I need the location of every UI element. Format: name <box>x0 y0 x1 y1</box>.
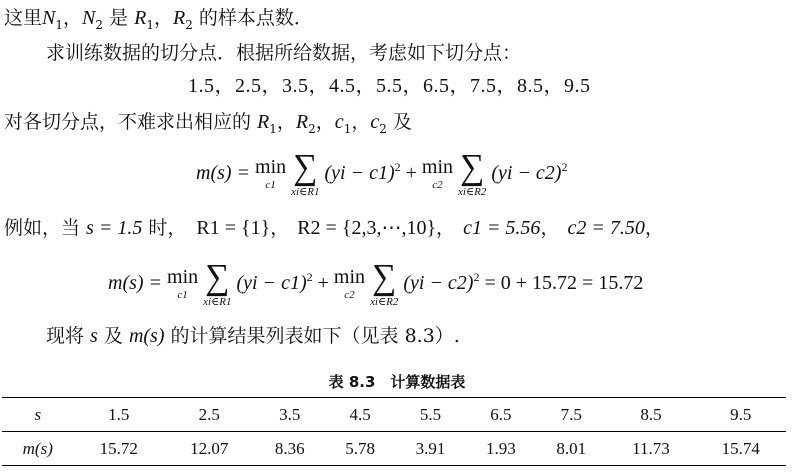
sum-operator <box>203 257 232 308</box>
min-subscript: c2 <box>432 179 443 192</box>
var-ms: m(s) <box>128 325 165 347</box>
table-cell: 7.5 <box>536 398 606 432</box>
table-cell: 5.5 <box>395 398 465 432</box>
table-cell: 1.93 <box>466 432 536 466</box>
text: 现将 <box>46 325 91 347</box>
var-r2: R <box>172 7 186 29</box>
table-cell: 8.01 <box>536 432 606 466</box>
line-table-intro <box>46 324 460 348</box>
results-table <box>2 397 786 466</box>
row-header-s: s <box>2 398 74 432</box>
text: ， <box>351 111 371 133</box>
formula-lhs: m(s) = <box>196 162 256 184</box>
formula-lhs: m(s) = <box>108 272 168 294</box>
c1-value: c1 = 5.56 <box>463 217 541 239</box>
sum-operator <box>291 147 320 198</box>
var-c2: c <box>370 111 380 133</box>
min-label: min <box>255 156 287 179</box>
var-n1: N <box>42 7 56 29</box>
row-header-ms: m(s) <box>2 432 74 466</box>
min-operator <box>422 157 453 191</box>
table-cell: 2.5 <box>164 398 255 432</box>
min-operator <box>334 267 365 301</box>
var-r1: R <box>134 7 147 29</box>
text: ， <box>63 7 83 29</box>
sub: 2 <box>308 122 316 136</box>
text: 及 <box>97 325 129 347</box>
min-operator <box>167 267 198 301</box>
table-cell: 8.5 <box>606 398 695 432</box>
text: ， <box>153 7 173 29</box>
s-value: s = 1.5 <box>86 217 143 239</box>
term: (yi − c2) <box>491 162 562 184</box>
line-split-intro: 求训练数据的切分点．根据所给数据，考虑如下切分点： <box>46 42 522 64</box>
min-operator <box>255 157 286 191</box>
exponent: 2 <box>561 160 568 174</box>
sigma: ∑ <box>460 147 485 187</box>
text: ， <box>276 111 296 133</box>
sum-operator <box>458 147 487 198</box>
text: 的样本点数． <box>192 7 313 29</box>
min-subscript: c2 <box>344 289 355 302</box>
sum-subscript: xi∈R1 <box>291 185 320 198</box>
sub: 2 <box>379 122 387 136</box>
text: 是 <box>103 7 135 29</box>
min-label: min <box>167 266 199 289</box>
min-label: min <box>421 156 454 179</box>
sigma: ∑ <box>372 257 397 297</box>
term: (yi − c2) <box>403 272 474 294</box>
text: ， <box>315 111 335 133</box>
table-cell: 8.36 <box>255 432 325 466</box>
table-cell: 15.74 <box>695 432 786 466</box>
line-regions <box>4 110 412 141</box>
sum-subscript: xi∈R2 <box>458 185 487 198</box>
formula-ms-example <box>108 252 644 308</box>
plus: + <box>405 162 417 184</box>
var-r2: R <box>295 111 309 133</box>
var-n2: N <box>82 7 96 29</box>
text: 这里 <box>4 7 43 29</box>
text: 及 <box>386 111 412 133</box>
table-caption: 表 8.3 计算数据表 <box>328 373 466 391</box>
table-cell: 6.5 <box>466 398 536 432</box>
sub: 1 <box>55 18 63 32</box>
formula-result: = 0 + 15.72 = 15.72 <box>479 272 644 294</box>
table-cell: 3.91 <box>395 432 465 466</box>
min-subscript: c1 <box>177 289 188 302</box>
text: 的计算结果列表如下（见表 8.3）. <box>164 325 460 347</box>
sub: 1 <box>269 122 277 136</box>
sub: 1 <box>343 122 352 136</box>
text: 对各切分点，不难求出相应的 <box>4 111 258 133</box>
sum-subscript: xi∈R2 <box>370 295 399 308</box>
table-cell: 1.5 <box>74 398 165 432</box>
r2-set: R2 = {2,3,⋯,10} <box>297 217 437 239</box>
sub: 1 <box>146 18 154 32</box>
line-example <box>4 216 664 240</box>
line-sample-counts <box>4 6 313 37</box>
text: ， <box>540 217 560 239</box>
table-cell: 9.5 <box>695 398 786 432</box>
min-label: min <box>333 266 366 289</box>
sub: 2 <box>185 18 193 32</box>
table-cell: 15.72 <box>74 432 165 466</box>
table-row-s <box>2 398 786 432</box>
split-points-list: 1.5，2.5，3.5，4.5，5.5，6.5，7.5，8.5，9.5 <box>188 75 591 97</box>
text: ， <box>644 217 664 239</box>
sub: 2 <box>95 18 103 32</box>
text: ， <box>436 217 456 239</box>
table-cell: 11.73 <box>606 432 695 466</box>
exponent: 2 <box>306 270 313 284</box>
term: (yi − c1) <box>324 162 395 184</box>
sum-subscript: xi∈R1 <box>203 295 232 308</box>
table-cell: 5.78 <box>325 432 395 466</box>
var-r1: R <box>257 111 270 133</box>
c2-value: c2 = 7.50 <box>567 217 645 239</box>
text: 例如，当 <box>4 217 87 239</box>
var-s: s <box>90 325 98 347</box>
sigma: ∑ <box>293 147 318 187</box>
plus: + <box>317 272 329 294</box>
var-c1: c <box>334 111 344 133</box>
sigma: ∑ <box>205 257 230 297</box>
text: ， <box>270 217 290 239</box>
exponent: 2 <box>394 160 401 174</box>
r1-set: R1 = {1} <box>196 217 271 239</box>
term: (yi − c1) <box>236 272 307 294</box>
sum-operator <box>370 257 399 308</box>
table-row-ms <box>2 432 786 466</box>
formula-ms <box>196 142 568 198</box>
text: 时， <box>142 217 187 239</box>
table-cell: 3.5 <box>255 398 325 432</box>
table-cell: 4.5 <box>325 398 395 432</box>
table-cell: 12.07 <box>164 432 255 466</box>
exponent: 2 <box>473 270 480 284</box>
min-subscript: c1 <box>265 179 276 192</box>
